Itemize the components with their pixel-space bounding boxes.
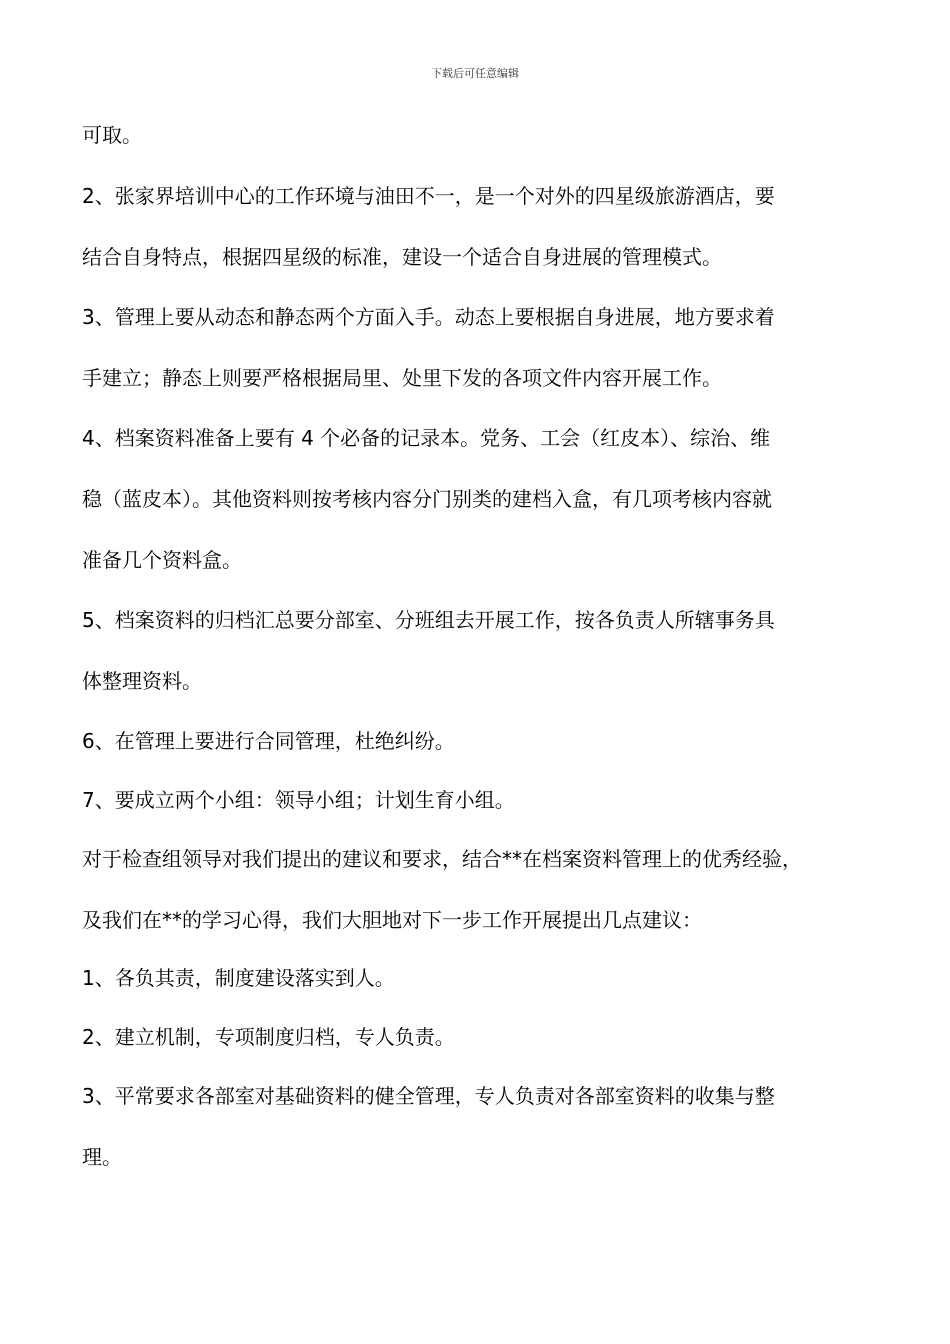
text-line-1: 可取。 <box>82 123 142 147</box>
text-line-17: 3、平常要求各部室对基础资料的健全管理，专人负责对各部室资料的收集与整 <box>82 1084 775 1108</box>
text-line-5: 手建立；静态上则要严格根据局里、处里下发的各项文件内容开展工作。 <box>82 366 722 390</box>
text-line-14: 及我们在**的学习心得，我们大胆地对下一步工作开展提出几点建议： <box>82 908 702 932</box>
text-line-3: 结合自身特点，根据四星级的标准，建设一个适合自身进展的管理模式。 <box>82 245 722 269</box>
text-line-16: 2、建立机制，专项制度归档，专人负责。 <box>82 1025 455 1049</box>
text-line-8: 准备几个资料盒。 <box>82 548 242 572</box>
text-line-4: 3、管理上要从动态和静态两个方面入手。动态上要根据自身进展，地方要求着 <box>82 305 775 329</box>
text-line-9: 5、档案资料的归档汇总要分部室、分班组去开展工作，按各负责人所辖事务具 <box>82 608 775 632</box>
text-line-11: 6、在管理上要进行合同管理，杜绝纠纷。 <box>82 729 455 753</box>
text-line-15: 1、各负其责，制度建设落实到人。 <box>82 966 395 990</box>
text-line-6: 4、档案资料准备上要有 4 个必备的记录本。党务、工会（红皮本）、综治、维 <box>82 426 771 450</box>
text-line-12: 7、要成立两个小组：领导小组；计划生育小组。 <box>82 788 515 812</box>
text-line-2: 2、张家界培训中心的工作环境与油田不一，是一个对外的四星级旅游酒店，要 <box>82 184 775 208</box>
text-line-13: 对于检查组领导对我们提出的建议和要求，结合**在档案资料管理上的优秀经验， <box>82 847 802 871</box>
text-line-7: 稳（蓝皮本）。其他资料则按考核内容分门别类的建档入盒，有几项考核内容就 <box>82 487 772 511</box>
text-line-18: 理。 <box>82 1145 122 1169</box>
text-line-10: 体整理资料。 <box>82 669 202 693</box>
page-header-note: 下载后可任意编辑 <box>431 67 519 80</box>
